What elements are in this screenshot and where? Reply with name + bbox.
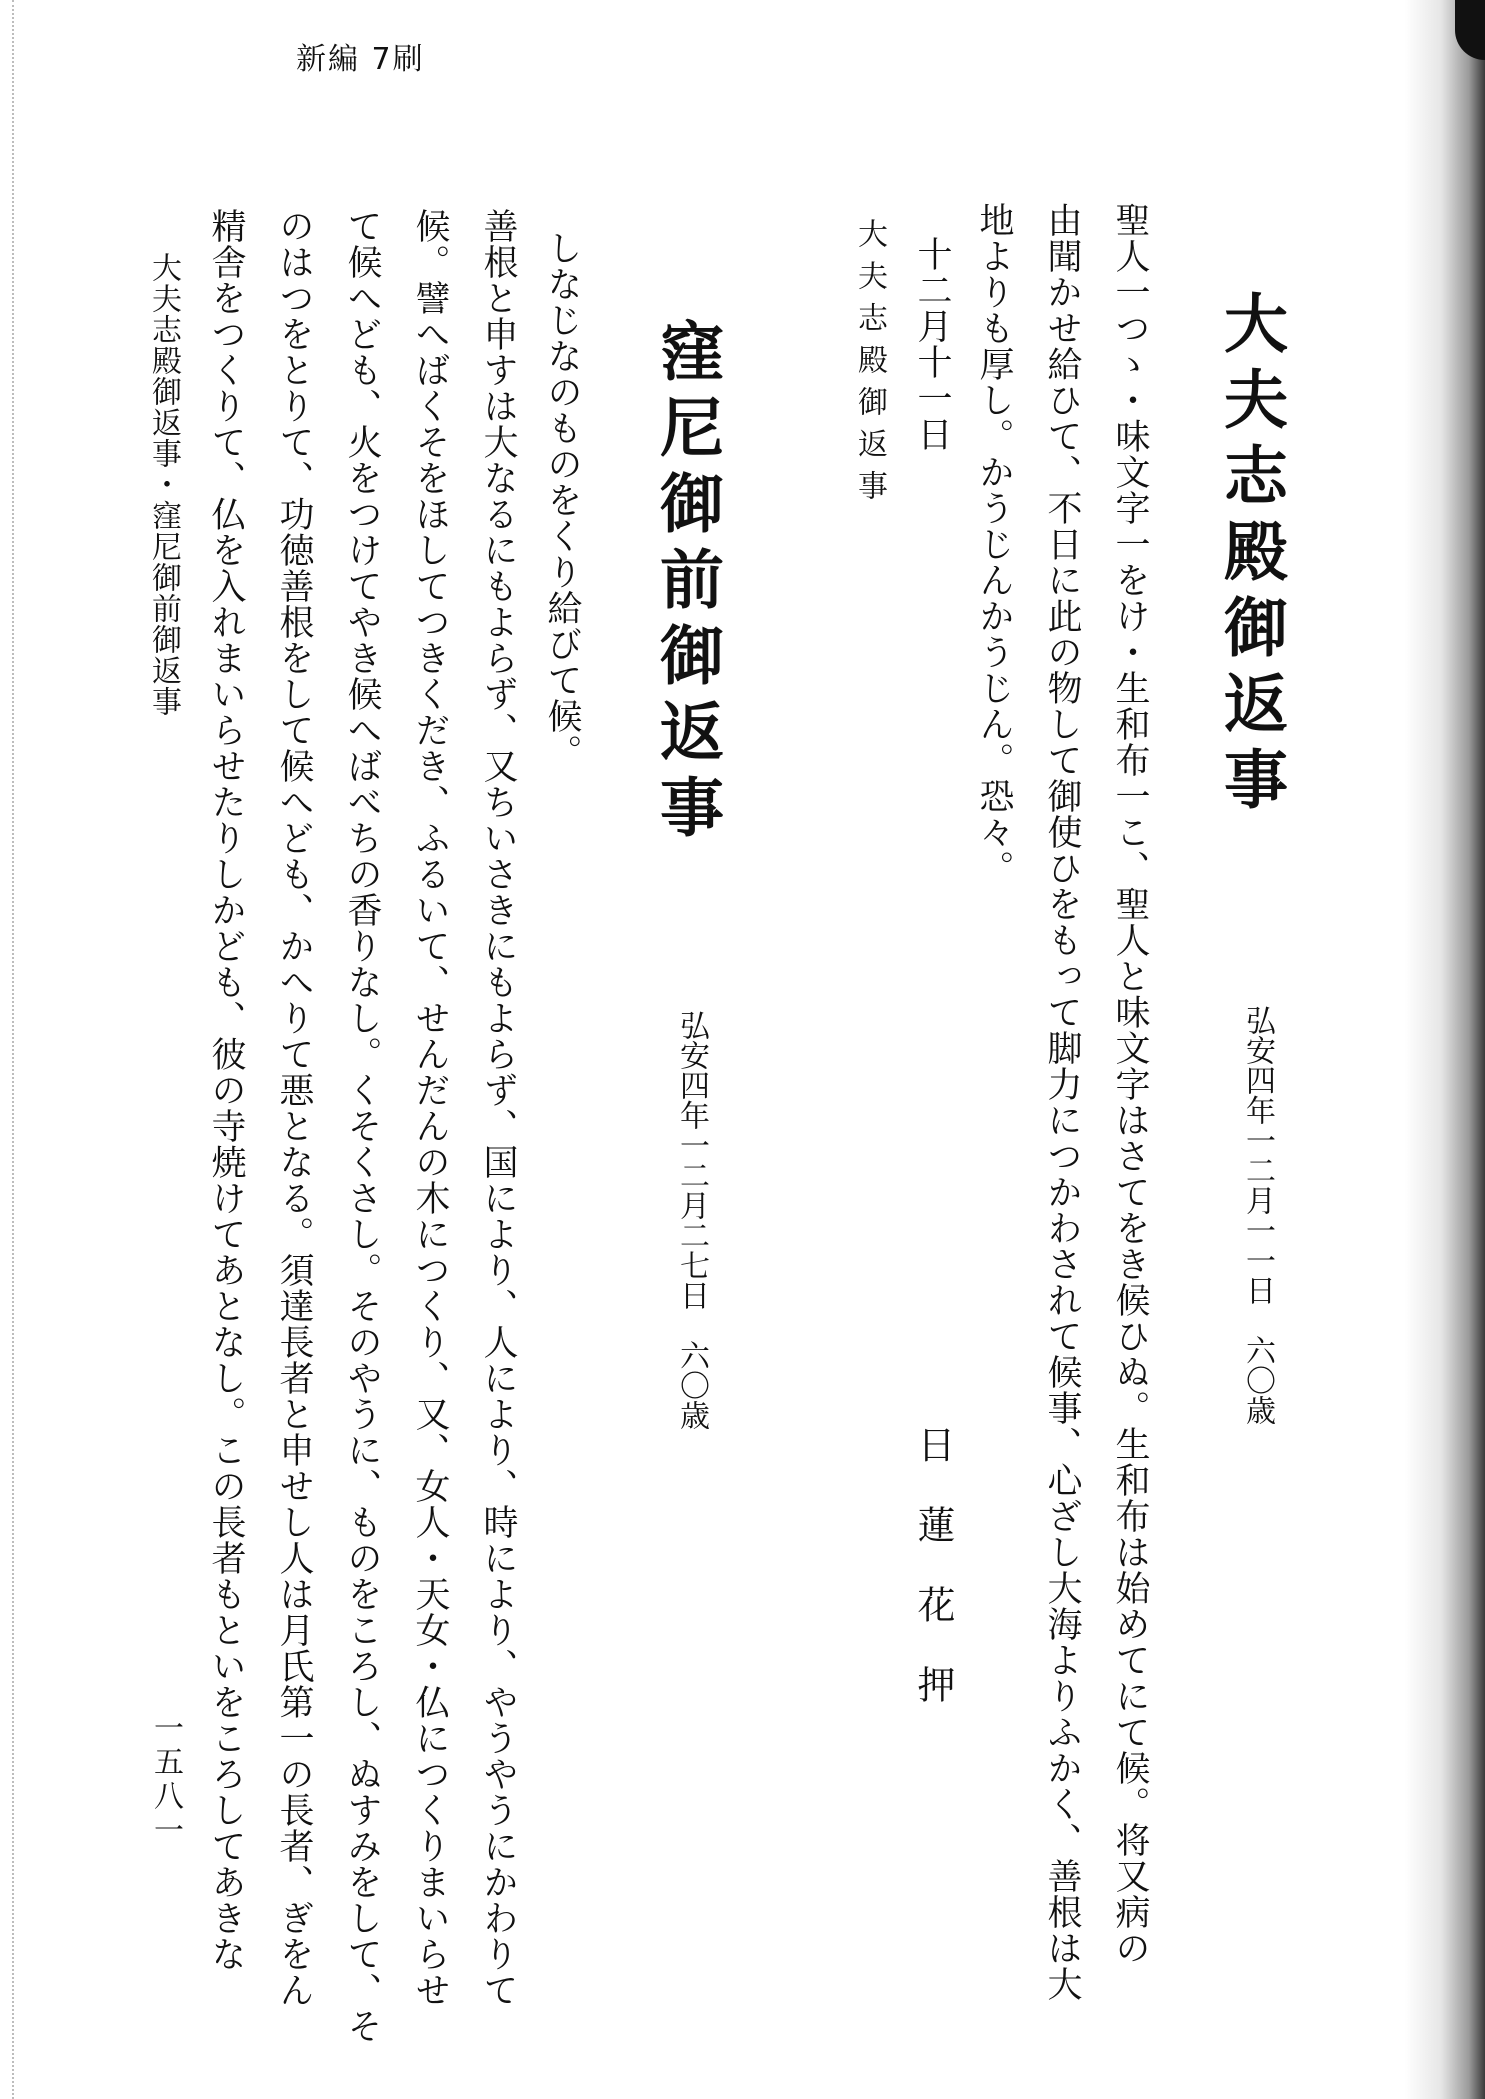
letter1-addressee: 大夫志殿御返事 <box>852 218 887 512</box>
letter2-line-1: しなじなのものをくり給びて候。 <box>542 230 582 770</box>
footer-running-title: 大夫志殿御返事・窪尼御前御返事 <box>146 252 181 717</box>
letter1-closing-date: 十二月十一日 <box>912 236 952 452</box>
letter1-line-2: 由聞かせ給ひて、不日に此の物して御使ひをもって脚力につかわされて候事、心ざし大海よりふかく、善根は大 <box>1042 202 1082 2002</box>
letter2-line-3: 候。譬へばくそをほしてつきくだき、ふるいて、せんだんの木につくり、又、女人・天女・仏につくりまいらせ <box>410 208 450 2008</box>
letter1-date: 弘安四年一二月一一日 六〇歳 <box>1240 1005 1275 1425</box>
letter2-date: 弘安四年一二月二七日 六〇歳 <box>674 1010 709 1430</box>
letter1-signature: 日蓮花押 <box>911 1425 955 1745</box>
letter2-line-4: て候へども、火をつけてやき候へばべちの香りなし。くそくさし。そのやうに、ものをころし、ぬすみをして、そ <box>342 208 382 2044</box>
book-gutter-shadow <box>1405 0 1485 2099</box>
letter2-line-2: 善根と申すは大なるにもよらず、又ちいさきにもよらず、国により、人により、時により、やうやうにかわりて <box>478 208 518 2008</box>
letter1-line-1: 聖人一つゝ・味文字一をけ・生和布一こ、聖人と味文字はさてをき候ひぬ。生和布は始めてにて候。将又病の <box>1110 202 1150 1966</box>
page-edge-dots <box>0 0 14 2099</box>
letter2-line-6: 精舎をつくりて、仏を入れまいらせたりしかども、彼の寺焼けてあとなし。この長者もといをころしてあきな <box>206 208 246 1972</box>
letter1-title: 大夫志殿御返事 <box>1213 290 1288 822</box>
letter2-title: 窪尼御前御返事 <box>649 318 724 850</box>
letter1-line-3: 地よりも厚し。かうじんかうじん。恐々。 <box>974 202 1014 886</box>
letter2-line-5: のはつをとりて、功徳善根をして候へども、かへりて悪となる。須達長者と申せし人は月氏第一の長者、ぎをん <box>274 208 314 2008</box>
running-head: 新編 7刷 <box>296 42 425 77</box>
page-number: 一五八一 <box>148 1712 183 1848</box>
